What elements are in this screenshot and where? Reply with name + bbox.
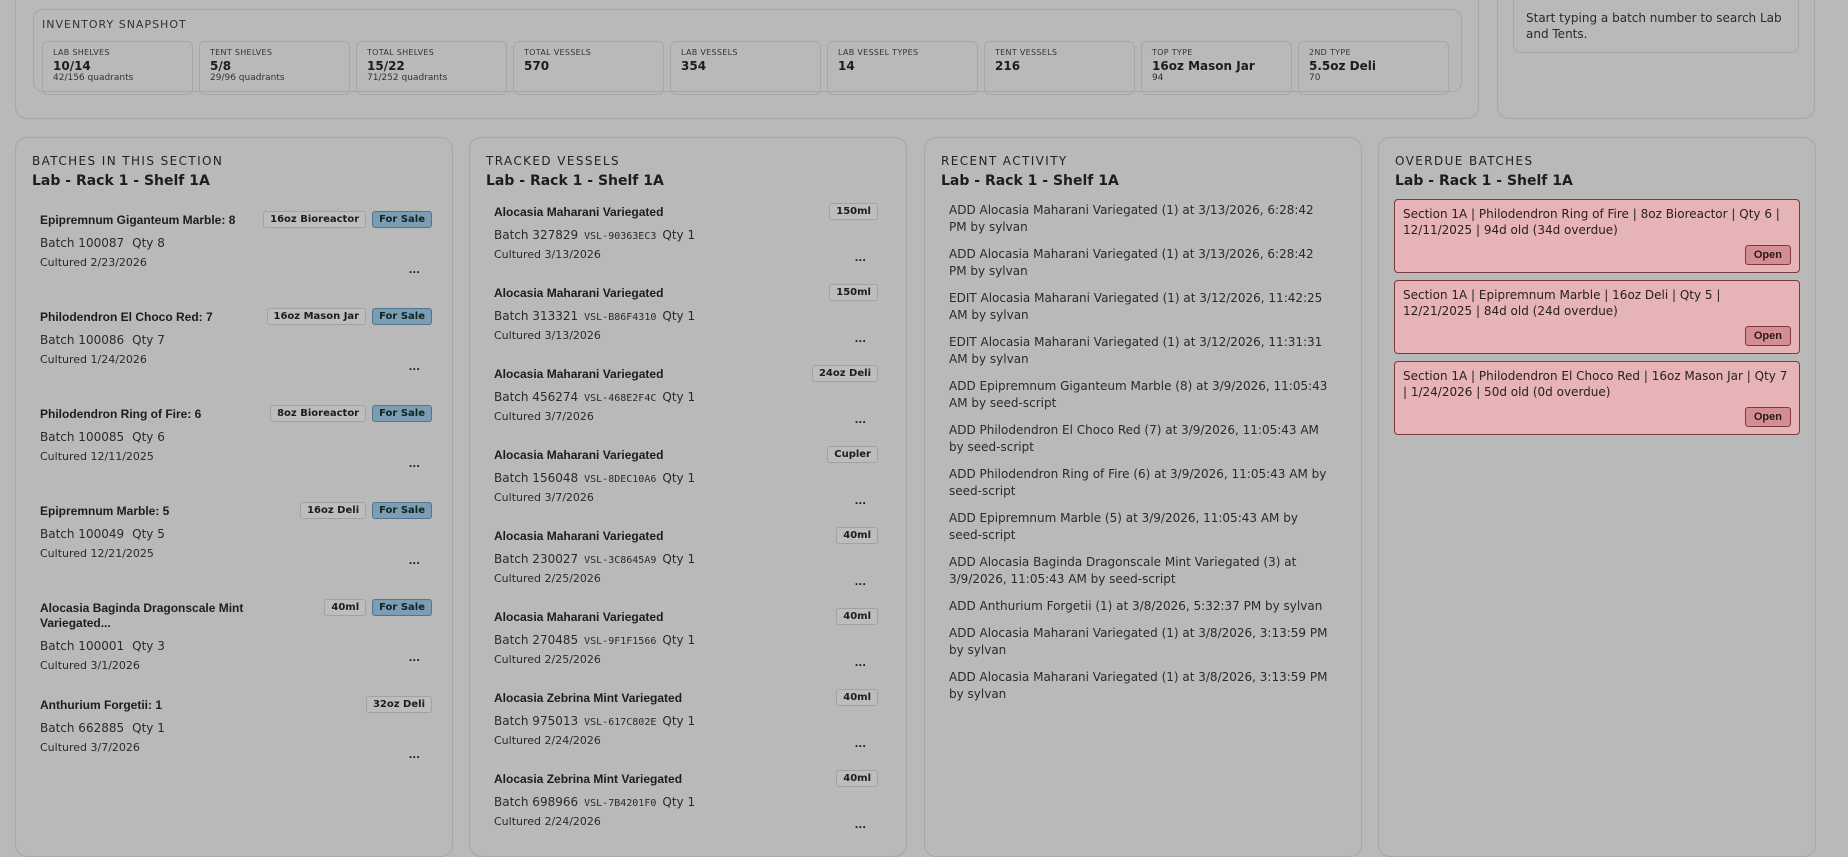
stat-value: 354 <box>681 59 707 73</box>
activity-entry: ADD Alocasia Baginda Dragonscale Mint Variegated (3) at 3/9/2026, 11:05:43 AM by seed-script <box>949 555 1297 586</box>
cultured-date: Cultured 3/7/2026 <box>494 491 594 504</box>
vessel-meta <box>494 390 878 404</box>
vessel-meta <box>494 552 878 566</box>
activity-entry: ADD Epipremnum Marble (5) at 3/9/2026, 11:05:43 AM by seed-script <box>949 511 1298 542</box>
batch-number: Batch 100087 <box>40 236 125 250</box>
activity-entry: ADD Epipremnum Giganteum Marble (8) at 3/9/2026, 11:05:43 AM by seed-script <box>949 379 1328 410</box>
more-options-button[interactable]: ... <box>854 496 866 507</box>
overdue-text: Section 1A | Philodendron El Choco Red | 16oz Mason Jar | Qty 7 | 1/24/2026 | 50d old (0d overdue) <box>1403 369 1788 399</box>
vessel-type-badge: 40ml <box>836 527 878 544</box>
batch-number: Batch 456274 <box>494 390 579 404</box>
activity-entry: ADD Alocasia Maharani Variegated (1) at 3/13/2026, 6:28:42 PM by sylvan <box>949 203 1314 234</box>
vessel-name: Alocasia Zebrina Mint Variegated <box>494 691 683 705</box>
activity-list <box>925 197 1361 708</box>
vessel-code: VSL-7B4201F0 <box>584 798 657 809</box>
vessel-name: Alocasia Maharani Variegated <box>494 367 664 381</box>
stat-sub: 29/96 quadrants <box>210 73 285 83</box>
vessel-tags <box>836 689 878 706</box>
vessel-type-badge: 32oz Deli <box>366 696 432 713</box>
more-options-button[interactable]: ... <box>408 459 420 470</box>
vessel-meta <box>494 795 878 809</box>
batch-meta <box>40 527 432 541</box>
batches-panel <box>15 137 453 857</box>
cultured-date: Cultured 2/24/2026 <box>494 815 601 828</box>
more-options-button[interactable]: ... <box>408 556 420 567</box>
vessel-qty: Qty 1 <box>662 228 696 242</box>
stat-value: 15/22 <box>367 59 405 73</box>
vessel-meta <box>494 633 878 647</box>
activity-heading: RECENT ACTIVITY <box>941 154 1068 168</box>
batch-meta <box>40 236 432 250</box>
stat-value: 216 <box>995 59 1021 73</box>
batch-meta <box>40 333 432 347</box>
batch-tags <box>366 696 432 713</box>
vessel-type-badge: Cupler <box>827 446 878 463</box>
vessels-list <box>470 193 906 841</box>
stat-label: LAB VESSEL TYPES <box>838 48 919 57</box>
vessel-type-badge: 16oz Bioreactor <box>263 211 366 228</box>
vessel-name: Alocasia Zebrina Mint Variegated <box>494 772 683 786</box>
more-options-button[interactable]: ... <box>854 739 866 750</box>
inventory-snapshot <box>33 9 1462 92</box>
vessel-type-badge: 16oz Mason Jar <box>267 308 367 325</box>
activity-entry: ADD Philodendron El Choco Red (7) at 3/9/2026, 11:05:43 AM by seed-script <box>949 423 1319 454</box>
activity-panel <box>924 137 1362 857</box>
batch-item[interactable] <box>40 680 432 777</box>
vessel-meta <box>494 309 878 323</box>
stat-card <box>670 41 821 95</box>
stat-sub: 70 <box>1309 73 1321 83</box>
vessel-type-badge: 40ml <box>836 770 878 787</box>
vessel-tags <box>829 203 878 220</box>
stat-label: TOTAL SHELVES <box>367 48 435 57</box>
overdue-location: Lab - Rack 1 - Shelf 1A <box>1395 173 1573 189</box>
vessels-location: Lab - Rack 1 - Shelf 1A <box>486 173 664 189</box>
stat-label: 2ND TYPE <box>1309 48 1351 57</box>
more-options-button[interactable]: ... <box>854 334 866 345</box>
more-options-button[interactable]: ... <box>854 820 866 831</box>
vessel-type-badge: 40ml <box>836 608 878 625</box>
activity-entry: ADD Alocasia Maharani Variegated (1) at 3/8/2026, 3:13:59 PM by sylvan <box>949 670 1328 701</box>
vessel-item[interactable] <box>494 436 878 517</box>
batch-qty: Qty 8 <box>132 236 165 250</box>
cultured-date: Cultured 3/13/2026 <box>494 248 601 261</box>
vessel-tags <box>836 770 878 787</box>
batch-item[interactable] <box>40 389 432 486</box>
vessel-name: Alocasia Maharani Variegated <box>494 610 664 624</box>
stat-label: LAB VESSELS <box>681 48 738 57</box>
vessel-qty: Qty 1 <box>662 471 696 485</box>
batch-number: Batch 327829 <box>494 228 579 242</box>
overdue-card <box>1394 280 1800 354</box>
batch-tags <box>267 308 433 325</box>
more-options-button[interactable]: ... <box>408 653 420 664</box>
cultured-date: Cultured 2/23/2026 <box>40 256 147 269</box>
more-options-button[interactable]: ... <box>854 658 866 669</box>
search-panel <box>1497 0 1815 119</box>
stat-sub: 42/156 quadrants <box>53 73 134 83</box>
batch-meta <box>40 721 432 735</box>
batch-number: Batch 698966 <box>494 795 579 809</box>
batch-name: Epipremnum Giganteum Marble: 8 <box>40 213 236 227</box>
open-button[interactable]: Open <box>1745 245 1791 265</box>
stat-card <box>984 41 1135 95</box>
batch-number: Batch 100085 <box>40 430 125 444</box>
cultured-date: Cultured 12/11/2025 <box>40 450 154 463</box>
vessel-name: Alocasia Maharani Variegated <box>494 448 664 462</box>
activity-entry: EDIT Alocasia Maharani Variegated (1) at 3/12/2026, 11:31:31 AM by sylvan <box>949 335 1323 366</box>
stat-value: 14 <box>838 59 855 73</box>
cultured-date: Cultured 3/7/2026 <box>40 741 140 754</box>
batch-tags <box>263 211 432 228</box>
vessel-type-badge: 16oz Deli <box>300 502 366 519</box>
stat-card <box>356 41 507 95</box>
stat-card <box>827 41 978 95</box>
stat-label: TOP TYPE <box>1152 48 1193 57</box>
activity-entry: ADD Anthurium Forgetii (1) at 3/8/2026, 5:32:37 PM by sylvan <box>949 599 1323 613</box>
stat-value: 570 <box>524 59 550 73</box>
open-button[interactable]: Open <box>1745 326 1791 346</box>
more-options-button[interactable]: ... <box>854 415 866 426</box>
vessel-type-badge: 40ml <box>324 599 366 616</box>
stat-card <box>513 41 664 95</box>
vessel-item[interactable] <box>494 274 878 355</box>
stat-sub: 71/252 quadrants <box>367 73 448 83</box>
batch-number: Batch 100001 <box>40 639 125 653</box>
vessel-type-badge: 24oz Deli <box>812 365 878 382</box>
batch-name: Philodendron El Choco Red: 7 <box>40 310 213 324</box>
vessel-code: VSL-9F1F1566 <box>584 636 657 647</box>
vessel-code: VSL-617C802E <box>584 717 657 728</box>
batch-number: Batch 662885 <box>40 721 125 735</box>
vessel-name: Alocasia Maharani Variegated <box>494 286 664 300</box>
batch-tags <box>270 405 432 422</box>
overdue-text: Section 1A | Epipremnum Marble | 16oz Deli | Qty 5 | 12/21/2025 | 84d old (24d overdue) <box>1403 288 1721 318</box>
vessel-code: VSL-468E2F4C <box>584 393 657 404</box>
vessel-qty: Qty 1 <box>662 552 696 566</box>
more-options-button[interactable]: ... <box>408 750 420 761</box>
batch-name: Alocasia Baginda Dragonscale Mint Variegated... <box>40 601 244 630</box>
more-options-button[interactable]: ... <box>408 362 420 373</box>
more-options-button[interactable]: ... <box>854 253 866 264</box>
vessel-tags <box>827 446 878 463</box>
batch-item[interactable] <box>40 583 432 680</box>
vessel-tags <box>812 365 878 382</box>
cultured-date: Cultured 2/25/2026 <box>494 572 601 585</box>
cultured-date: Cultured 2/24/2026 <box>494 734 601 747</box>
batch-qty: Qty 7 <box>132 333 165 347</box>
batch-name: Epipremnum Marble: 5 <box>40 504 170 518</box>
vessel-code: VSL-90363EC3 <box>584 231 657 242</box>
for-sale-badge[interactable]: For Sale <box>372 308 432 325</box>
vessel-tags <box>836 608 878 625</box>
vessel-qty: Qty 1 <box>662 309 696 323</box>
vessel-type-badge: 150ml <box>829 203 878 220</box>
more-options-button[interactable]: ... <box>408 265 420 276</box>
vessels-heading: TRACKED VESSELS <box>486 154 620 168</box>
stat-card <box>1298 41 1449 95</box>
batch-number: Batch 100049 <box>40 527 125 541</box>
stat-value: 5/8 <box>210 59 232 73</box>
stat-label: LAB SHELVES <box>53 48 110 57</box>
vessel-item[interactable] <box>494 760 878 841</box>
inventory-snapshot-panel <box>15 0 1479 119</box>
activity-location: Lab - Rack 1 - Shelf 1A <box>941 173 1119 189</box>
vessel-code: VSL-8DEC10A6 <box>584 474 657 485</box>
vessel-item[interactable] <box>494 598 878 679</box>
open-button[interactable]: Open <box>1745 407 1791 427</box>
stat-label: TOTAL VESSELS <box>524 48 592 57</box>
batch-number: Batch 100086 <box>40 333 125 347</box>
stat-value: 10/14 <box>53 59 91 73</box>
vessel-type-badge: 8oz Bioreactor <box>270 405 366 422</box>
batch-number: Batch 156048 <box>494 471 579 485</box>
batches-list <box>16 195 452 777</box>
for-sale-badge[interactable]: For Sale <box>372 211 432 228</box>
batch-item[interactable] <box>40 292 432 389</box>
overdue-list <box>1379 199 1815 435</box>
overdue-panel <box>1378 137 1816 857</box>
batch-tags <box>300 502 432 519</box>
stats-row <box>42 41 1449 95</box>
vessel-meta <box>494 714 878 728</box>
overdue-text: Section 1A | Philodendron Ring of Fire | 8oz Bioreactor | Qty 6 | 12/11/2025 | 94d old (34d overdue) <box>1403 207 1780 237</box>
batches-location: Lab - Rack 1 - Shelf 1A <box>32 173 210 189</box>
vessel-code: VSL-3C8645A9 <box>584 555 657 566</box>
vessel-qty: Qty 1 <box>662 633 696 647</box>
snapshot-title: INVENTORY SNAPSHOT <box>42 18 187 31</box>
stat-value: 16oz Mason Jar <box>1152 59 1255 73</box>
vessel-item[interactable] <box>494 355 878 436</box>
batch-number: Batch 313321 <box>494 309 579 323</box>
cultured-date: Cultured 3/7/2026 <box>494 410 594 423</box>
batch-qty: Qty 5 <box>132 527 165 541</box>
stat-card <box>42 41 193 95</box>
batch-qty: Qty 1 <box>132 721 165 735</box>
overdue-card <box>1394 199 1800 273</box>
batch-tags <box>324 599 432 616</box>
batch-number: Batch 270485 <box>494 633 579 647</box>
stat-card <box>199 41 350 95</box>
stat-label: TENT SHELVES <box>210 48 273 57</box>
vessel-qty: Qty 1 <box>662 390 696 404</box>
overdue-card <box>1394 361 1800 435</box>
vessel-tags <box>829 284 878 301</box>
vessel-qty: Qty 1 <box>662 714 696 728</box>
vessel-meta <box>494 471 878 485</box>
activity-entry: EDIT Alocasia Maharani Variegated (1) at 3/12/2026, 11:42:25 AM by sylvan <box>949 291 1323 322</box>
vessel-item[interactable] <box>494 193 878 274</box>
batches-heading: BATCHES IN THIS SECTION <box>32 154 224 168</box>
batch-meta <box>40 430 432 444</box>
for-sale-badge[interactable]: For Sale <box>372 599 432 616</box>
batch-name: Anthurium Forgetii: 1 <box>40 698 162 712</box>
batch-qty: Qty 6 <box>132 430 165 444</box>
stat-card <box>1141 41 1292 95</box>
batch-qty: Qty 3 <box>132 639 165 653</box>
more-options-button[interactable]: ... <box>854 577 866 588</box>
cultured-date: Cultured 12/21/2025 <box>40 547 154 560</box>
vessel-item[interactable] <box>494 679 878 760</box>
activity-entry: ADD Philodendron Ring of Fire (6) at 3/9/2026, 11:05:43 AM by seed-script <box>949 467 1327 498</box>
search-hint: Start typing a batch number to search Lab and Tents. <box>1513 0 1799 53</box>
for-sale-badge[interactable]: For Sale <box>372 405 432 422</box>
batch-number: Batch 975013 <box>494 714 579 728</box>
activity-entry: ADD Alocasia Maharani Variegated (1) at 3/13/2026, 6:28:42 PM by sylvan <box>949 247 1314 278</box>
batch-item[interactable] <box>40 486 432 583</box>
cultured-date: Cultured 2/25/2026 <box>494 653 601 666</box>
batch-item[interactable] <box>40 195 432 292</box>
cultured-date: Cultured 3/1/2026 <box>40 659 140 672</box>
vessel-meta <box>494 228 878 242</box>
batch-number: Batch 230027 <box>494 552 579 566</box>
vessel-code: VSL-B86F4310 <box>584 312 657 323</box>
vessel-item[interactable] <box>494 517 878 598</box>
vessel-name: Alocasia Maharani Variegated <box>494 529 664 543</box>
overdue-heading: OVERDUE BATCHES <box>1395 154 1534 168</box>
stat-sub: 94 <box>1152 73 1164 83</box>
vessel-qty: Qty 1 <box>662 795 696 809</box>
activity-entry: ADD Alocasia Maharani Variegated (1) at 3/8/2026, 3:13:59 PM by sylvan <box>949 626 1328 657</box>
vessels-panel <box>469 137 907 857</box>
vessel-type-badge: 40ml <box>836 689 878 706</box>
vessel-name: Alocasia Maharani Variegated <box>494 205 664 219</box>
stat-value: 5.5oz Deli <box>1309 59 1376 73</box>
batch-name: Philodendron Ring of Fire: 6 <box>40 407 202 421</box>
batch-meta <box>40 639 432 653</box>
cultured-date: Cultured 3/13/2026 <box>494 329 601 342</box>
cultured-date: Cultured 1/24/2026 <box>40 353 147 366</box>
for-sale-badge[interactable]: For Sale <box>372 502 432 519</box>
vessel-type-badge: 150ml <box>829 284 878 301</box>
vessel-tags <box>836 527 878 544</box>
stat-label: TENT VESSELS <box>995 48 1058 57</box>
